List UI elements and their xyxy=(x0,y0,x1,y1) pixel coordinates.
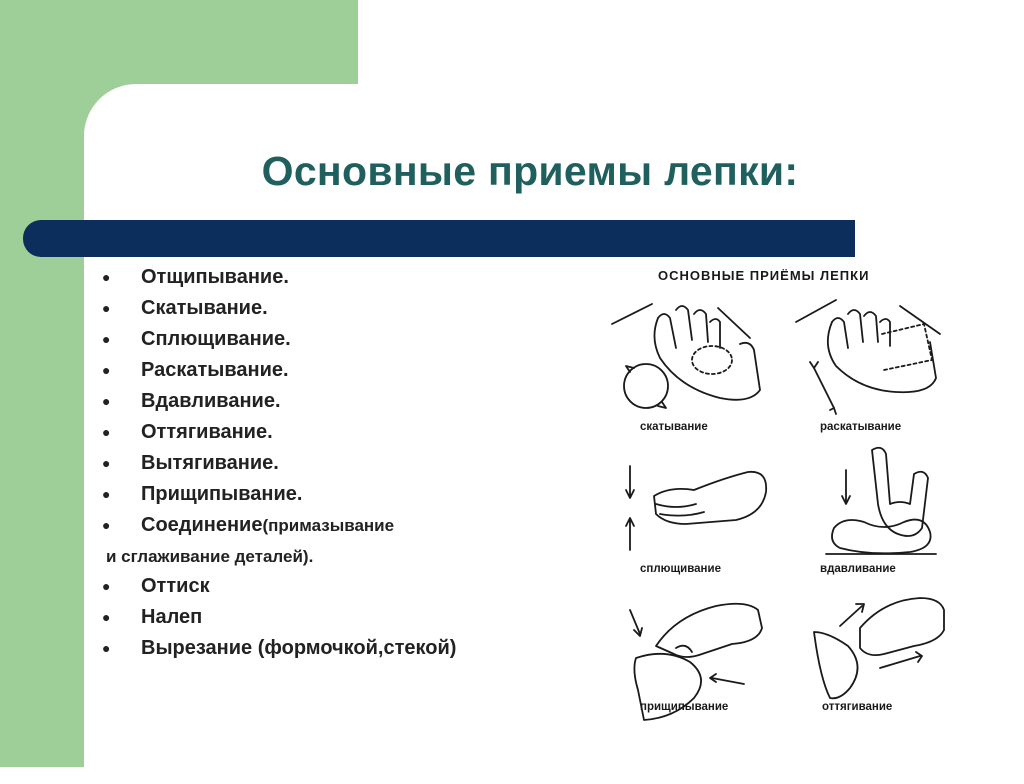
bullet-text: Оттягивание. xyxy=(141,421,273,443)
bullet-item xyxy=(102,602,572,633)
rolling-hand-icon xyxy=(612,304,760,408)
modeling-techniques-illustration xyxy=(600,258,960,728)
rolling-out-hand-icon xyxy=(796,300,940,414)
bullet-icon: ● xyxy=(102,300,111,316)
bullet-item xyxy=(102,293,572,324)
bullet-item xyxy=(102,448,572,479)
bullet-item xyxy=(102,324,572,355)
bullet-icon: ● xyxy=(102,486,111,502)
bullet-item xyxy=(102,386,572,417)
caption-rolling-out: раскатывание xyxy=(820,421,902,433)
bullet-text-small: (примазывание xyxy=(262,516,395,535)
bullet-icon: ● xyxy=(102,269,111,285)
bullet-icon: ● xyxy=(102,578,111,594)
bullet-text: Вдавливание. xyxy=(141,390,281,412)
bullet-list xyxy=(102,262,572,664)
decor-green-left xyxy=(0,0,84,767)
bullet-item xyxy=(102,417,572,448)
bullet-icon: ● xyxy=(102,331,111,347)
caption-rolling: скатывание xyxy=(640,421,708,433)
caption-pressing: вдавливание xyxy=(820,563,896,575)
bullet-item xyxy=(102,633,572,664)
bullet-text: Оттиск xyxy=(141,575,210,597)
bullet-text: Соединение xyxy=(141,514,263,536)
pressing-hand-icon xyxy=(826,448,936,554)
bullet-text: Скатывание. xyxy=(141,297,268,319)
bullet-text: Сплющивание. xyxy=(141,328,291,350)
slide-title: Основные приемы лепки: xyxy=(261,148,799,194)
bullet-item xyxy=(102,355,572,386)
bullet-item xyxy=(102,479,572,510)
bullet-text: Раскатывание. xyxy=(141,359,289,381)
caption-flattening: сплющивание xyxy=(640,563,721,575)
bullet-icon: ● xyxy=(102,424,111,440)
title-underline-bar xyxy=(23,220,855,257)
bullet-text: Налеп xyxy=(141,606,203,628)
bullet-item xyxy=(102,510,572,541)
decor-white-top xyxy=(358,0,1024,84)
illustration-heading: ОСНОВНЫЕ ПРИЁМЫ ЛЕПКИ xyxy=(658,268,870,283)
bullet-text: Вытягивание. xyxy=(141,452,279,474)
illustration-svg xyxy=(600,258,960,728)
bullet-continuation xyxy=(102,541,572,571)
bullet-text: Отщипывание. xyxy=(141,266,289,288)
bullet-item xyxy=(102,571,572,602)
bullet-text: Прищипывание. xyxy=(141,483,303,505)
caption-pinching: прищипывание xyxy=(640,701,729,713)
bullet-text: и сглаживание деталей). xyxy=(106,547,314,566)
pulling-hand-icon xyxy=(814,598,944,698)
bullet-icon: ● xyxy=(102,609,111,625)
bullet-item xyxy=(102,262,572,293)
bullet-icon: ● xyxy=(102,362,111,378)
flattening-hand-icon xyxy=(626,466,766,550)
bullet-text: Вырезание (формочкой,стекой) xyxy=(141,637,457,659)
bullet-icon: ● xyxy=(102,393,111,409)
bullet-icon: ● xyxy=(102,517,111,533)
caption-pulling: оттягивание xyxy=(822,701,893,713)
bullet-icon: ● xyxy=(102,455,111,471)
bullet-icon: ● xyxy=(102,640,111,656)
